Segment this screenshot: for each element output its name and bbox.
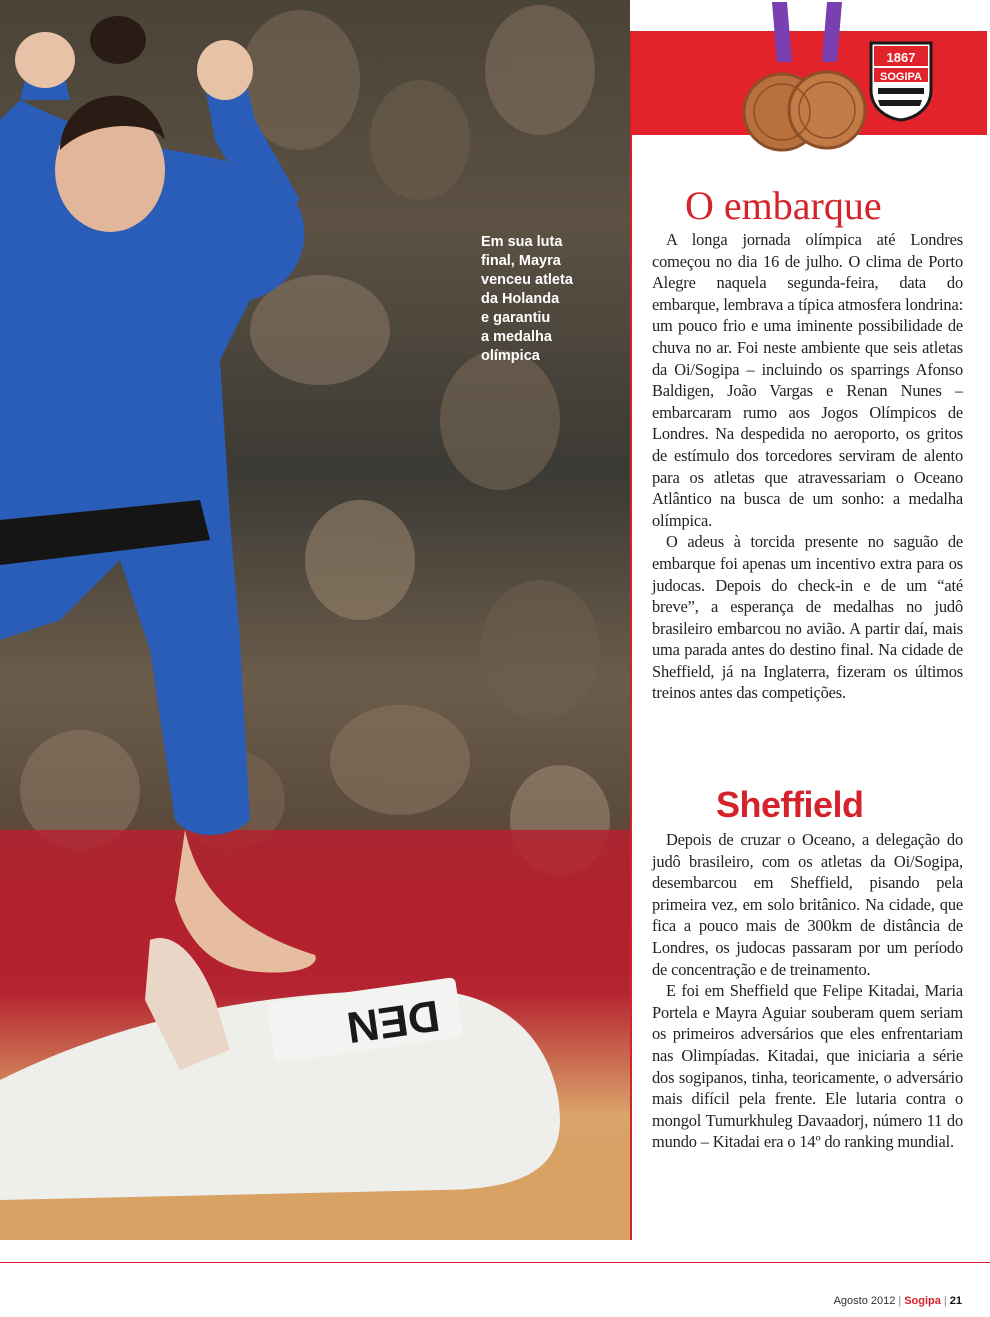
paragraph: A longa jornada olímpica até Londres começou no dia 16 de julho. O clima de Porto Alegre naquela segunda-feira, data do embarque, lembrava a típica atmosfera londrina: um pouco frio e uma iminente possibilidade de chuva no ar. Foi neste ambiente que seis atletas da Oi/Sogipa – incluindo os sparrings Afonso Baldigen, João Vargas e Renan Nunes – embarcaram rumo aos Jogos Olímpicos de Londres. Na despedida no aeroporto, os gritos de estímulo dos torcedores serviram de alento para os atletas que atravessariam o Oceano Atlântico na busca de um sonho: a medalha olímpica. — [652, 230, 963, 530]
caption-line: da Holanda — [481, 291, 560, 307]
logo-name: SOGIPA — [880, 71, 922, 83]
sogipa-logo — [868, 40, 934, 122]
section-body-sheffield — [652, 829, 963, 1153]
section-title-sheffield: Sheffield — [716, 784, 864, 825]
article-column — [630, 31, 987, 1240]
caption-line: e garantiu — [481, 310, 551, 326]
caption-line: a medalha — [481, 329, 552, 345]
footer-brand: Sogipa — [904, 1295, 941, 1307]
caption-line: venceu atleta — [481, 272, 573, 288]
section-title-embarque: O embarque — [685, 183, 882, 228]
paragraph: E foi em Sheffield que Felipe Kitadai, Maria Portela e Mayra Aguiar souberam quem seriam os primeiros adversários que eles enfrentariam nas Olimpíadas. Kitadai, que iniciaria a série dos sogipanos, tinha, teoricamente, o adversário mais difícil pela frente. Ele lutaria contra o mongol Tumurkhuleg Davaadorj, número 11 do mundo – Kitadai era o 14º do ranking mundial. — [652, 981, 963, 1152]
svg-text:DEN: DEN — [343, 990, 443, 1052]
paragraph: Depois de cruzar o Oceano, a delegação do judô brasileiro, com os atletas da Oi/Sogipa, desembarcou em Sheffield, pisando pela primeira vez, em solo britânico. Na cidade, que fica a pouco mais de 300km de distância de Londres, os judocas passaram por um período de concentração e de treinamento. — [652, 830, 963, 979]
section-body-embarque — [652, 229, 963, 704]
caption-line: Em sua luta — [481, 234, 563, 250]
page-footer — [834, 1295, 962, 1307]
footer-separator: | — [943, 1295, 947, 1307]
caption-line: final, Mayra — [481, 253, 561, 269]
footer-month: Agosto 2012 — [833, 1295, 896, 1307]
footer-rule — [0, 1262, 990, 1263]
logo-year: 1867 — [886, 50, 916, 65]
paragraph: O adeus à torcida presente no saguão de embarque foi apenas um incentivo extra para os judocas. Depois do check-in e de um “até breve”, a esperança de medalhas no judô brasileiro embarcou no avião. A partir daí, mais uma parada antes do destino final. Na cidade de Sheffield, já na Inglaterra, fizeram os últimos treinos antes das competições. — [652, 532, 963, 703]
photo-caption — [481, 233, 621, 366]
page-number: 21 — [949, 1295, 962, 1307]
caption-line: olímpica — [481, 348, 540, 364]
bronze-medals-icon — [732, 2, 872, 162]
footer-separator: | — [898, 1295, 902, 1307]
